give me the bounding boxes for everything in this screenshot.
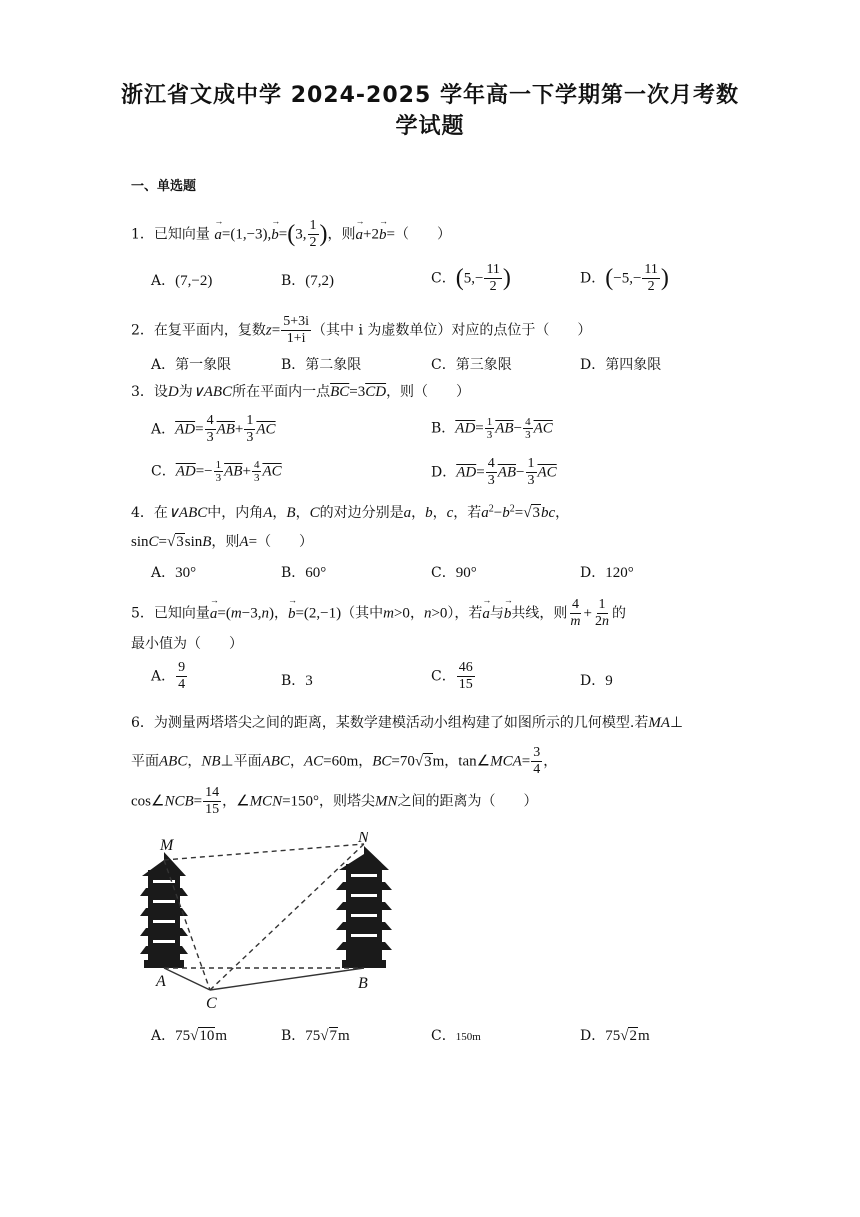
pagoda-right-icon — [336, 846, 392, 968]
question-3: 3．设D为∨ABC所在平面内一点$\overline{BC}=3\overline{CD}$，则（ ） — [131, 384, 471, 400]
page-title-line1: 浙江省文成中学 2024-2025 学年高一下学期第一次月考数 — [121, 83, 739, 108]
label-a: A — [156, 973, 166, 990]
q3-option-d: D．$\overline{AD}=$ $\frac{4}{3}$ $\overline{AB}-$ $\frac{1}{3}$ $\overline{AC}$ — [431, 456, 557, 488]
q6-option-a: A．75√10m — [151, 1028, 228, 1044]
page-title-line2: 学试题 — [395, 114, 465, 139]
question-6: 6．为测量两塔塔尖之间的距离，某数学建模活动小组构建了如图所示的几何模型.若MA⊥ — [131, 715, 684, 731]
question-2: 2．在复平面内，复数z= $\frac{5+3i}{1+i}$ （其中 i 为虚数单位）对应的点位于（ ） — [131, 314, 592, 346]
q4-option-a: A．30° — [151, 565, 197, 581]
q3-option-b: B．$\overline{AD}=$ $\frac{1}{3}$ $\overline{AB}-$ $\frac{4}{3}$ $\overline{AC}$ — [431, 416, 553, 441]
q6-option-d: D．75√2m — [580, 1028, 650, 1044]
q5-option-a: A． $\frac{9}{4}$ — [151, 660, 186, 692]
question-6-line2: 平面ABC，NB⊥平面ABC，AC=60m，BC=70√3m，tan∠MCA= $\frac{3}{4}$ ， — [131, 745, 558, 777]
q5-option-b: B．3 — [281, 673, 313, 689]
q5-option-c: C． $\frac{46}{15}$ — [431, 660, 473, 692]
pagoda-left-icon — [140, 852, 188, 968]
label-n: N — [358, 832, 369, 846]
q1-option-a: A．(7,−2) — [151, 273, 213, 289]
q2-option-c: C．第三象限 — [431, 357, 512, 373]
q2-option-d: D．第四象限 — [580, 357, 662, 373]
segment-cn — [210, 844, 364, 990]
label-m: M — [160, 837, 174, 854]
q4-option-d: D．120° — [580, 565, 634, 581]
segment-mn — [164, 844, 364, 860]
question-5-line2: 最小值为（ ） — [131, 636, 243, 652]
question-number: 1． — [131, 226, 154, 243]
question-6-line3: cos∠NCB= $\frac{14}{15}$ ，∠MCN=150°，则塔尖MN之间的距离为（ ） — [131, 785, 538, 817]
q2-option-b: B．第二象限 — [281, 357, 362, 373]
question-4: 4．在∨ABC中，内角A，B，C的对边分别是a，b，c，若$a^2-b^2=√3bc$， — [131, 503, 570, 521]
q2-option-a: A．第一象限 — [151, 357, 232, 373]
pagoda-figure — [136, 832, 406, 1012]
question-1: 1．已知向量 → a=(1,−3),→ b=(3, $\frac{1}{2}$ )，则→ a+2→ b=（ ） — [131, 218, 451, 251]
q5-option-d: D．9 — [580, 673, 613, 689]
q1-option-b: B．(7,2) — [281, 273, 335, 289]
q4-option-b: B．60° — [281, 565, 327, 581]
q6-option-b: B．75√7m — [281, 1028, 350, 1044]
segment-cb — [210, 968, 364, 990]
question-text: 已知向量 — [153, 226, 210, 243]
section-heading: 一、单选题 — [131, 179, 197, 194]
q3-option-c: C．$\overline{AD}=-$ $\frac{1}{3}$ $\overline{AB}+$ $\frac{4}{3}$ $\overline{AC}$ — [151, 459, 282, 484]
question-5: 5．已知向量→ a=(m−3,n)，→ b=(2,−1)（其中m>0，n>0），若→ a与→ b共线，则 $\frac{4}{m}$ + $\frac{1}{2n}$ 的 — [131, 597, 626, 630]
q1-option-c: C．(5,− $\frac{11}{2}$ ) — [431, 262, 511, 294]
q6-option-c: C．150m — [431, 1028, 481, 1044]
label-b: B — [358, 975, 368, 992]
q4-option-c: C．90° — [431, 565, 477, 581]
q1-option-d: D．(−5,− $\frac{11}{2}$ ) — [580, 262, 669, 294]
question-4-line2: sinC=√3sinB，则A=（ ） — [131, 534, 314, 550]
label-c: C — [206, 995, 217, 1012]
q3-option-a: A．$\overline{AD}=$ $\frac{4}{3}$ $\overline{AB}+$ $\frac{1}{3}$ $\overline{AC}$ — [151, 413, 276, 445]
